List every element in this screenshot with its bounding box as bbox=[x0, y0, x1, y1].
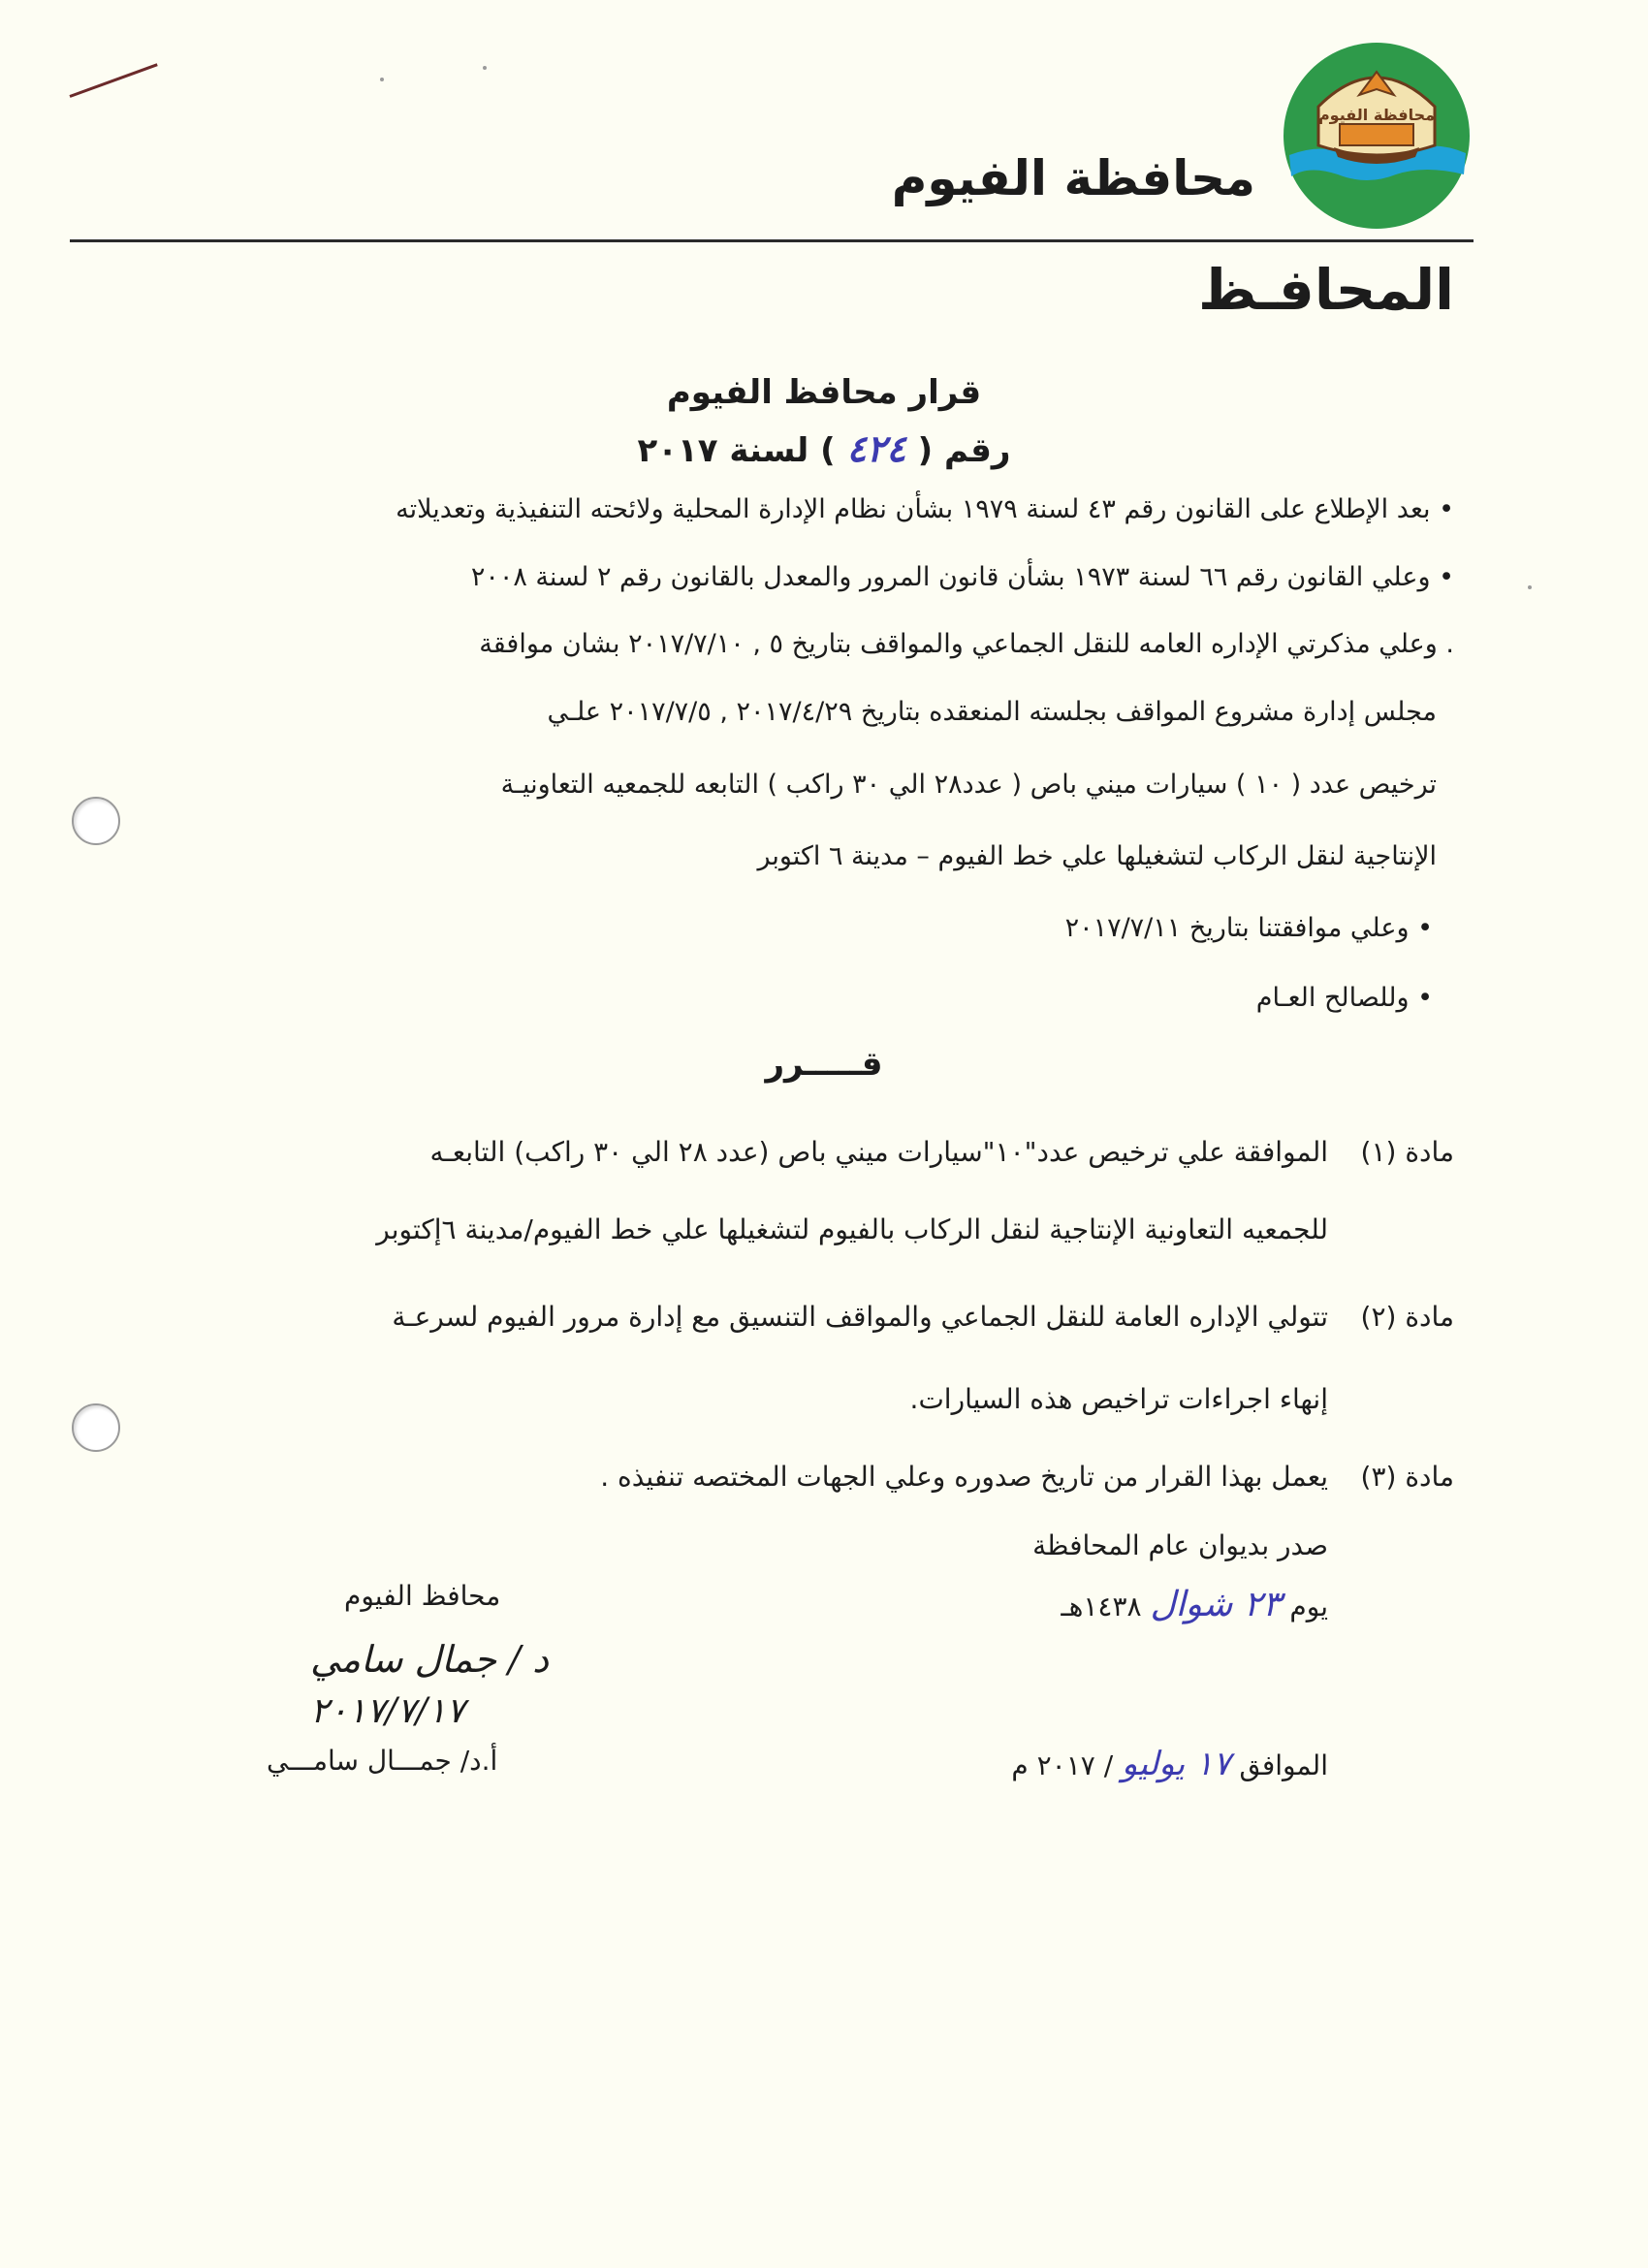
decides-heading: قـــــرر bbox=[765, 1045, 883, 1084]
preamble-line: • وعلي موافقتنا بتاريخ ٢٠١٧/٧/١١ bbox=[1064, 913, 1433, 943]
scan-speck bbox=[483, 66, 487, 70]
preamble-line: الإنتاجية لنقل الركاب لتشغيلها علي خط الفيوم – مدينة ٦ اكتوبر bbox=[757, 841, 1437, 871]
governorate-logo bbox=[1280, 39, 1474, 233]
preamble-line: • بعد الإطلاع على القانون رقم ٤٣ لسنة ١٩٧٩ بشأن نظام الإدارة المحلية ولائحته التنفيذية وتعديلاته bbox=[396, 494, 1454, 524]
scan-speck bbox=[380, 78, 384, 81]
preamble-line: مجلس إدارة مشروع المواقف بجلسته المنعقده بتاريخ ٢٠١٧/٤/٢٩ , ٢٠١٧/٧/٥ علـي bbox=[547, 697, 1437, 727]
article-1-label: مادة (١) bbox=[1360, 1136, 1454, 1168]
article-3-line: يعمل بهذا القرار من تاريخ صدوره وعلي الجهات المختصه تنفيذه . bbox=[600, 1461, 1328, 1493]
decree-number-suffix: ) لسنة ٢٠١٧ bbox=[637, 431, 836, 470]
handwritten-signature-date: ٢٠١٧/٧/١٧ bbox=[310, 1691, 465, 1731]
issued-greg-handwritten: ١٧ يوليو bbox=[1122, 1745, 1231, 1783]
article-2-line: إنهاء اجراءات تراخيص هذه السيارات. bbox=[909, 1383, 1328, 1415]
issued-greg-prefix: الموافق bbox=[1239, 1749, 1328, 1781]
decree-number-handwritten: ٤٢٤ bbox=[846, 426, 906, 470]
preamble-line: • وعلي القانون رقم ٦٦ لسنة ١٩٧٣ بشأن قانون المرور والمعدل بالقانون رقم ٢ لسنة ٢٠٠٨ bbox=[470, 562, 1454, 592]
issued-greg-date bbox=[1011, 1745, 1328, 1783]
header-divider bbox=[70, 239, 1474, 242]
preamble-line: ترخيص عدد ( ١٠ ) سيارات ميني باص ( عدد٢٨ الي ٣٠ راكب ) التابعه للجمعيه التعاونيـة bbox=[500, 770, 1437, 800]
governorate-emblem-icon bbox=[1280, 39, 1474, 233]
issued-hijri-handwritten: ٢٣ شوال bbox=[1150, 1585, 1282, 1624]
preamble-line: . وعلي مذكرتي الإداره العامه للنقل الجماعي والمواقف بتاريخ ٥ , ٢٠١٧/٧/١٠ بشان موافقة bbox=[479, 629, 1454, 659]
pen-stroke-mark bbox=[69, 63, 157, 98]
signatory-title: محافظ الفيوم bbox=[344, 1580, 501, 1612]
issued-hijri-date bbox=[1061, 1585, 1328, 1624]
decree-number-line bbox=[0, 426, 1648, 470]
article-2-label: مادة (٢) bbox=[1360, 1301, 1454, 1333]
issued-line: صدر بديوان عام المحافظة bbox=[1032, 1529, 1328, 1561]
handwritten-signature: د / جمال سامي bbox=[310, 1638, 550, 1681]
preamble-line: • وللصالح العـام bbox=[1255, 983, 1433, 1013]
office-title: المحافـظ bbox=[1197, 257, 1454, 323]
issued-day-prefix: يوم bbox=[1289, 1591, 1328, 1622]
governorate-name: محافظة الفيوم bbox=[891, 150, 1255, 206]
signatory-name: أ.د/ جمـــال سامـــي bbox=[267, 1745, 498, 1777]
punch-hole-top bbox=[72, 797, 120, 845]
article-2-line: تتولي الإداره العامة للنقل الجماعي والمواقف التنسيق مع إدارة مرور الفيوم لسرعـة bbox=[392, 1301, 1328, 1333]
article-1-line: الموافقة علي ترخيص عدد"١٠"سيارات ميني باص (عدد ٢٨ الي ٣٠ راكب) التابعـه bbox=[429, 1136, 1328, 1168]
scan-speck bbox=[1528, 585, 1532, 589]
logo-text: محافظة الفيوم bbox=[1317, 106, 1436, 124]
issued-greg-year: / ٢٠١٧ م bbox=[1011, 1749, 1114, 1781]
article-1-line: للجمعيه التعاونية الإنتاجية لنقل الركاب بالفيوم لتشغيلها علي خط الفيوم/مدينة ٦إكتوبر bbox=[376, 1213, 1328, 1245]
article-3-label: مادة (٣) bbox=[1360, 1461, 1454, 1493]
punch-hole-bottom bbox=[72, 1403, 120, 1452]
issued-hijri-year: ١٤٣٨هـ bbox=[1061, 1591, 1142, 1622]
decree-title: قرار محافظ الفيوم bbox=[666, 373, 982, 412]
decree-number-prefix: رقم ( bbox=[917, 431, 1011, 470]
